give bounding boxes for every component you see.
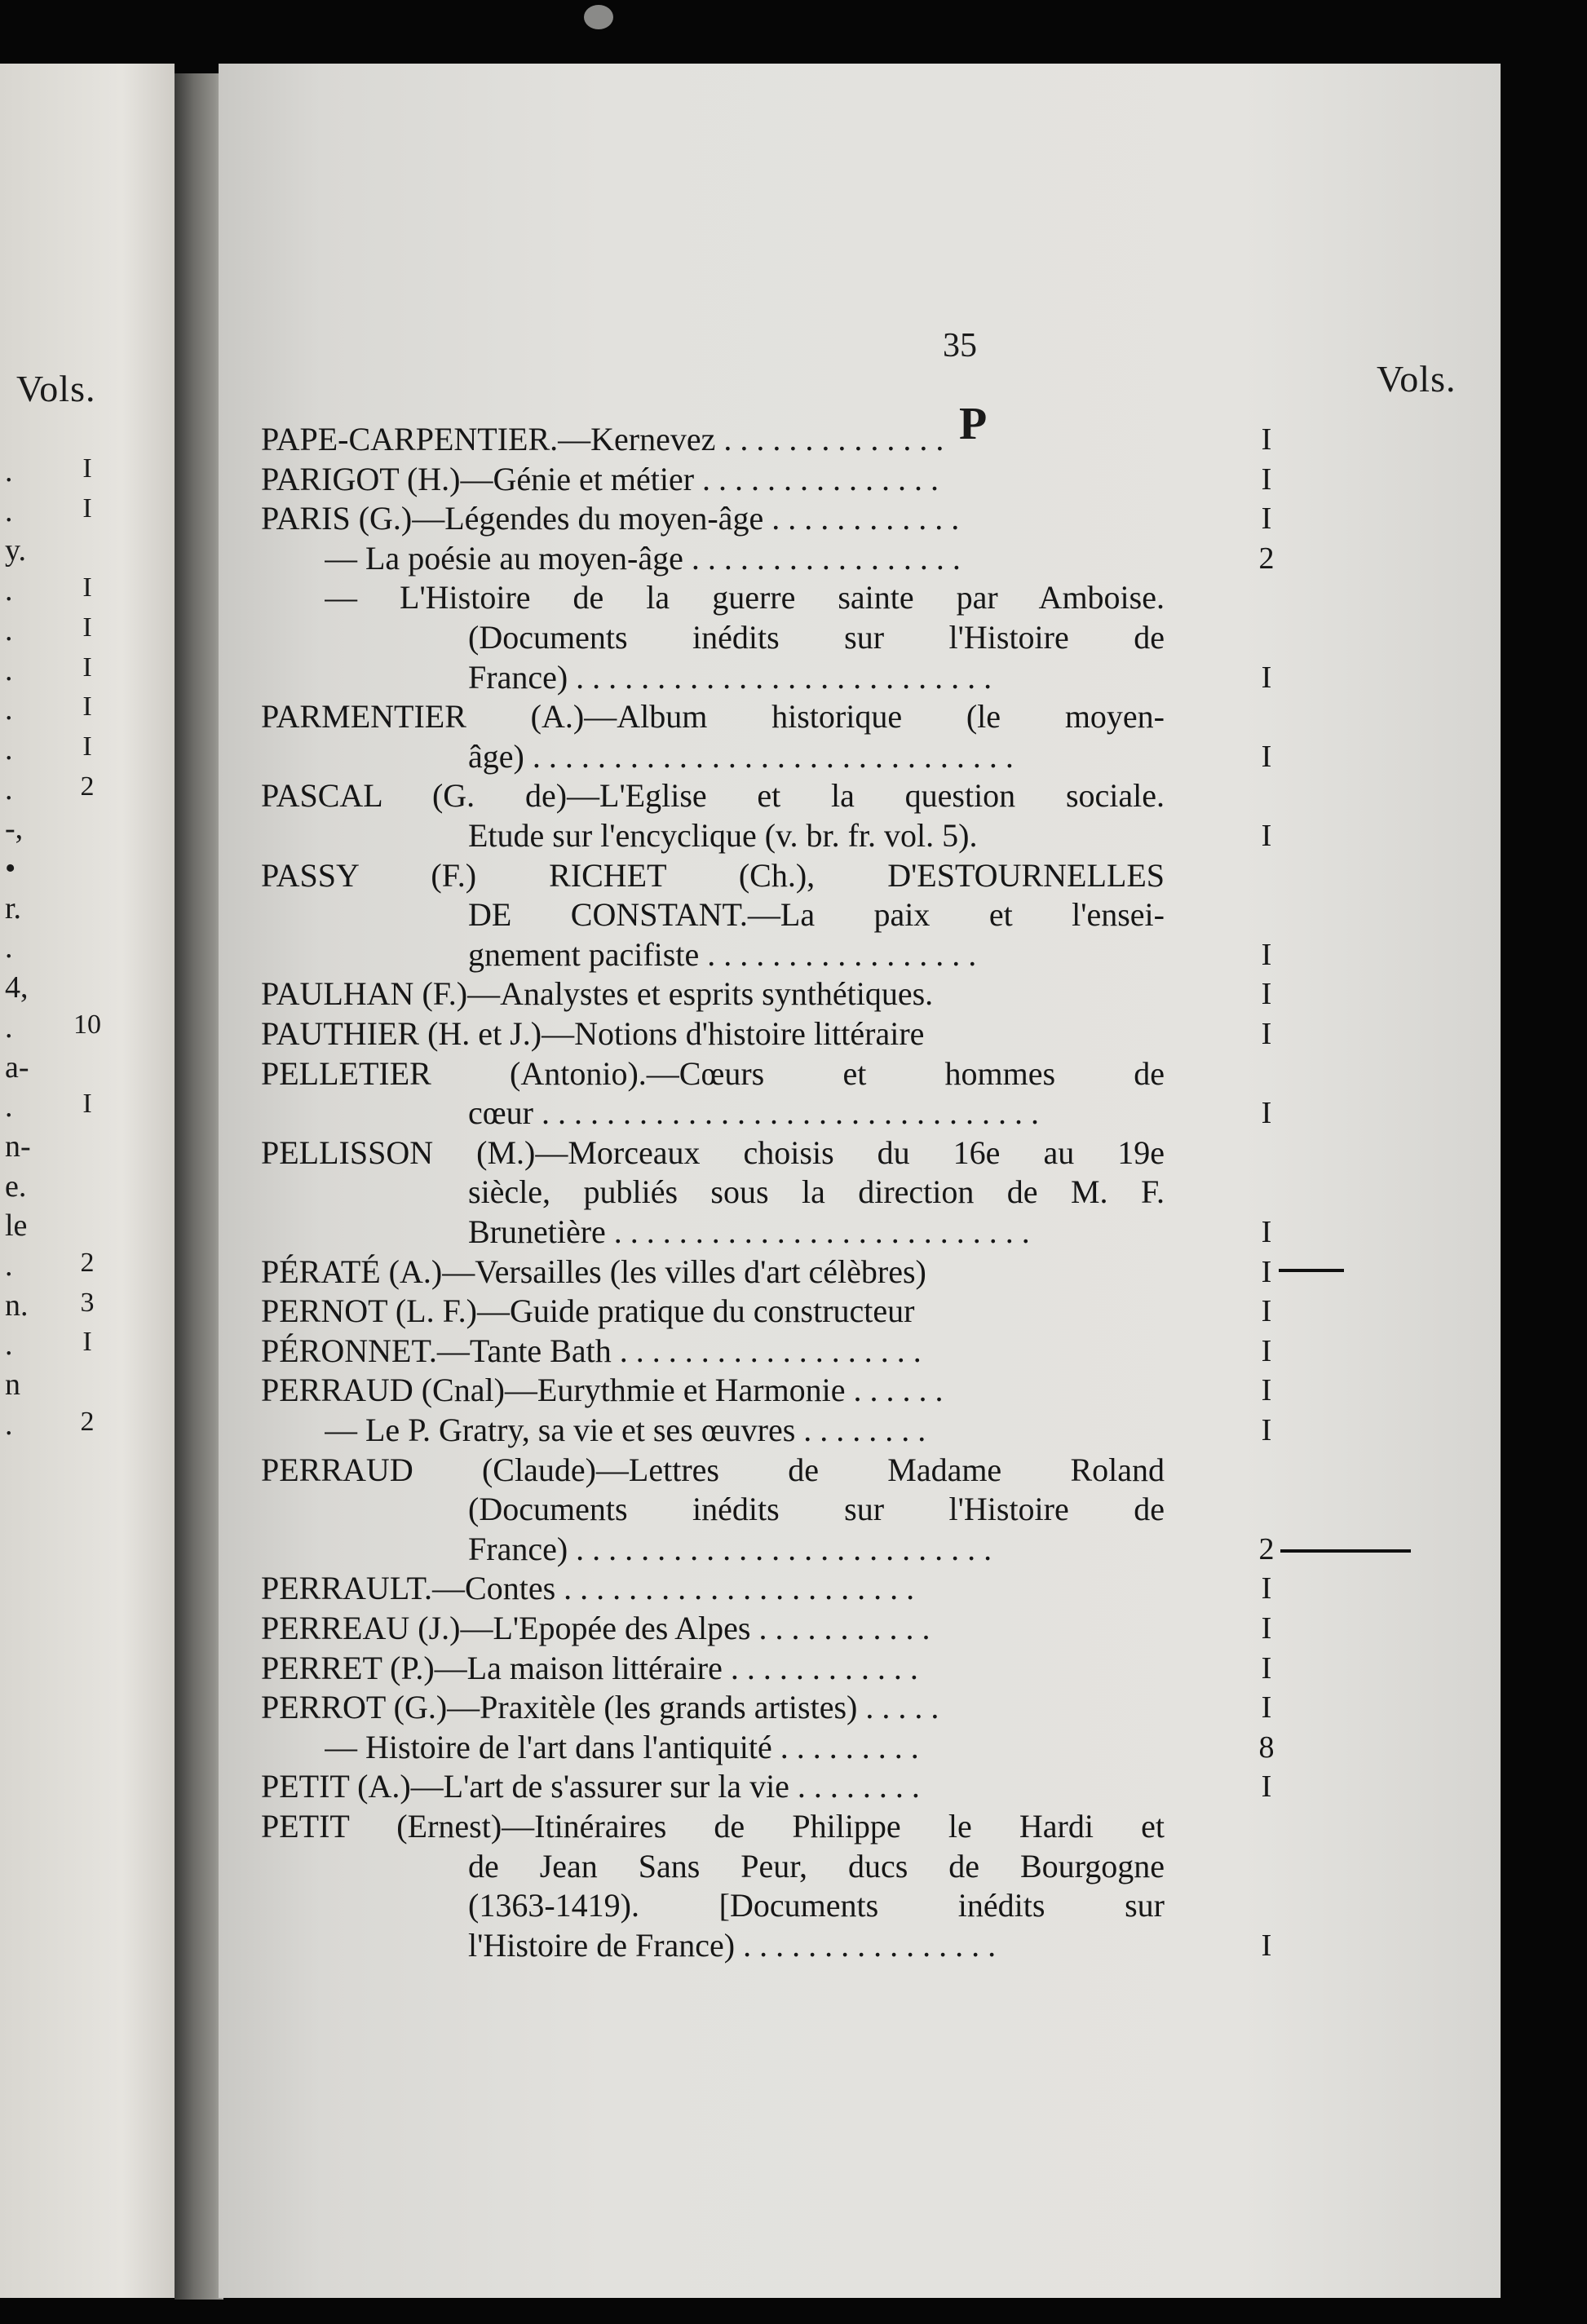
vols-column-header: Vols. [1377, 358, 1457, 400]
left-row-fragment: . [5, 454, 13, 488]
left-page-row [0, 930, 175, 969]
left-vols-header: Vols. [16, 368, 96, 409]
left-page-row [0, 453, 175, 493]
left-page-row [0, 1129, 175, 1168]
left-row-fragment: . [5, 613, 13, 647]
left-row-volume: 2 [80, 1248, 95, 1278]
left-row-volume: I [82, 612, 92, 643]
left-row-volume: 2 [80, 771, 95, 802]
left-row-fragment: . [5, 653, 13, 687]
left-page-row [0, 1010, 175, 1049]
entry-continuation-line: gnement pacifiste . . . . . . . . . . . . . . . . . [468, 936, 977, 973]
volume-count: I [1261, 1571, 1272, 1606]
left-facing-page [0, 64, 175, 2298]
left-page-row [0, 771, 175, 811]
left-row-volume: I [82, 691, 92, 722]
entry-continuation-line: (Documents inédits sur l'Histoire de [468, 1491, 1165, 1527]
entry-continuation-line: siècle, publiés sous la direction de M. F. [468, 1173, 1165, 1210]
entry-heading-line: PELLISSON (M.)—Morceaux choisis du 16e au 19e [261, 1134, 1165, 1171]
volume-count: I [1261, 977, 1272, 1011]
volume-count: I [1261, 819, 1272, 853]
left-row-fragment: a- [5, 1050, 29, 1085]
entry-heading-line: — Le P. Gratry, sa vie et ses œuvres . . . . . . . . [325, 1412, 926, 1448]
entry-heading-line: PARMENTIER (A.)—Album historique (le moyen- [261, 698, 1165, 735]
left-row-fragment: . [5, 1328, 13, 1362]
entry-heading-line: — L'Histoire de la guerre sainte par Amboise. [325, 579, 1165, 616]
entry-heading-line: PELLETIER (Antonio).—Cœurs et hommes de [261, 1055, 1165, 1092]
volume-count: I [1261, 1611, 1272, 1646]
volume-count: I [1261, 422, 1272, 457]
left-page-row [0, 612, 175, 652]
entry-continuation-line: France) . . . . . . . . . . . . . . . . . . . . . . . . . . [468, 1531, 992, 1567]
left-row-fragment: n [5, 1367, 20, 1402]
left-row-fragment: . [5, 1248, 13, 1283]
entry-continuation-line: (Documents inédits sur l'Histoire de [468, 619, 1165, 656]
entry-continuation-line: Etude sur l'encyclique (v. br. fr. vol. 5). [468, 817, 978, 854]
left-row-fragment: . [5, 494, 13, 528]
entry-continuation-line: DE CONSTANT.—La paix et l'ensei- [468, 896, 1165, 933]
main-page [219, 64, 1501, 2298]
left-page-row [0, 532, 175, 572]
entry-continuation-line: Brunetière . . . . . . . . . . . . . . . . . . . . . . . . . . [468, 1213, 1030, 1250]
left-page-row [0, 1327, 175, 1366]
volume-count: I [1261, 1690, 1272, 1725]
entry-heading-line: PASSY (F.) RICHET (Ch.), D'ESTOURNELLES [261, 857, 1165, 894]
page-number: 35 [943, 327, 977, 365]
left-row-fragment: . [5, 1089, 13, 1124]
entry-heading-line: PARIGOT (H.)—Génie et métier . . . . . . . . . . . . . . . [261, 461, 939, 497]
left-row-fragment: y. [5, 533, 27, 568]
volume-count: I [1261, 1770, 1272, 1804]
entry-continuation-line: (1363-1419). [Documents inédits sur [468, 1887, 1165, 1924]
left-page-row [0, 890, 175, 930]
entry-list [219, 64, 1501, 2298]
volume-count: I [1261, 740, 1272, 774]
margin-mark [1280, 1549, 1411, 1553]
book-gutter [175, 73, 223, 2300]
left-row-volume: I [82, 1089, 92, 1119]
volume-count: I [1261, 661, 1272, 695]
left-page-row [0, 731, 175, 771]
volume-count: I [1261, 1334, 1272, 1368]
volume-count: I [1261, 938, 1272, 972]
left-row-fragment: 4, [5, 970, 29, 1005]
entry-heading-line: PERROT (G.)—Praxitèle (les grands artistes) . . . . . [261, 1689, 939, 1725]
left-row-fragment: . [5, 1407, 13, 1442]
entry-heading-line: PETIT (Ernest)—Itinéraires de Philippe le Hardi et [261, 1808, 1165, 1845]
entry-heading-line: PETIT (A.)—L'art de s'assurer sur la vie . . . . . . . . [261, 1768, 920, 1805]
left-row-fragment: n. [5, 1288, 29, 1323]
left-row-volume: I [82, 652, 92, 683]
left-row-fragment: . [5, 1010, 13, 1045]
left-page-row [0, 1208, 175, 1247]
entry-heading-line: PÉRONNET.—Tante Bath . . . . . . . . . . . . . . . . . . . [261, 1332, 922, 1369]
volume-count: I [1261, 1651, 1272, 1686]
entry-heading-line: PASCAL (G. de)—L'Eglise et la question sociale. [261, 777, 1165, 814]
left-row-volume: I [82, 493, 92, 524]
left-page-row [0, 493, 175, 532]
left-row-fragment: r. [5, 891, 22, 926]
volume-count: I [1261, 1096, 1272, 1130]
left-row-volume: I [82, 572, 92, 603]
volume-count: 8 [1258, 1730, 1275, 1765]
entry-heading-line: PERREAU (J.)—L'Epopée des Alpes . . . . . . . . . . . [261, 1610, 931, 1646]
volume-count: I [1261, 1255, 1272, 1289]
volume-count: I [1261, 1294, 1272, 1328]
left-row-fragment: . [5, 930, 13, 965]
entry-heading-line: PARIS (G.)—Légendes du moyen-âge . . . . . . . . . . . . [261, 500, 960, 537]
entry-heading-line: PERRAUD (Cnal)—Eurythmie et Harmonie . . . . . . [261, 1372, 944, 1408]
left-page-row [0, 572, 175, 612]
left-page-row [0, 1049, 175, 1089]
entry-continuation-line: cœur . . . . . . . . . . . . . . . . . . . . . . . . . . . . . . . [468, 1094, 1039, 1131]
volume-count: I [1261, 1929, 1272, 1963]
left-row-fragment: . [5, 573, 13, 608]
left-row-volume: 10 [73, 1010, 101, 1040]
left-page-row [0, 1367, 175, 1406]
left-page-row [0, 652, 175, 691]
left-page-row [0, 970, 175, 1009]
entry-heading-line: PERRET (P.)—La maison littéraire . . . . . . . . . . . . [261, 1650, 918, 1686]
entry-heading-line: — La poésie au moyen-âge . . . . . . . . . . . . . . . . . [325, 540, 961, 577]
left-page-row [0, 691, 175, 731]
entry-heading-line: PERNOT (L. F.)—Guide pratique du constructeur [261, 1292, 915, 1329]
left-row-fragment: n- [5, 1129, 31, 1164]
left-row-volume: I [82, 453, 92, 484]
entry-heading-line: PAPE-CARPENTIER.—Kernevez . . . . . . . . . . . . . . [261, 421, 944, 457]
entry-continuation-line: l'Histoire de France) . . . . . . . . . . . . . . . . [468, 1927, 997, 1964]
left-page-row [0, 1248, 175, 1287]
entry-heading-line: — Histoire de l'art dans l'antiquité . . . . . . . . . [325, 1729, 919, 1765]
left-page-row [0, 1169, 175, 1208]
left-page-row [0, 811, 175, 850]
left-row-volume: 2 [80, 1407, 95, 1437]
left-row-fragment: . [5, 732, 13, 767]
left-row-fragment: . [5, 692, 13, 727]
left-page-row [0, 1089, 175, 1128]
volume-count: 2 [1258, 541, 1275, 576]
left-page-row [0, 851, 175, 890]
left-row-fragment: -, [5, 811, 24, 846]
entry-continuation-line: âge) . . . . . . . . . . . . . . . . . . . . . . . . . . . . . . [468, 738, 1014, 775]
volume-count: I [1261, 1017, 1272, 1051]
left-row-fragment: • [5, 851, 16, 886]
volume-count: I [1261, 1413, 1272, 1447]
volume-count: I [1261, 1373, 1272, 1407]
left-page-row [0, 1288, 175, 1327]
entry-heading-line: PÉRATÉ (A.)—Versailles (les villes d'art célèbres) [261, 1253, 926, 1290]
left-row-fragment: le [5, 1208, 28, 1243]
ink-blot [584, 5, 613, 29]
volume-count: I [1261, 501, 1272, 536]
section-letter: P [959, 399, 988, 449]
left-row-fragment: . [5, 772, 13, 806]
left-page-row [0, 1407, 175, 1446]
entry-heading-line: PAULHAN (F.)—Analystes et esprits synthétiques. [261, 975, 934, 1012]
left-row-fragment: e. [5, 1169, 27, 1204]
margin-mark [1279, 1269, 1344, 1272]
entry-heading-line: PAUTHIER (H. et J.)—Notions d'histoire littéraire [261, 1015, 925, 1052]
volume-count: I [1261, 1215, 1272, 1249]
volume-count: 2 [1258, 1532, 1275, 1566]
left-row-volume: I [82, 1327, 92, 1357]
left-row-volume: I [82, 731, 92, 762]
entry-continuation-line: France) . . . . . . . . . . . . . . . . . . . . . . . . . . [468, 659, 992, 696]
entry-heading-line: PERRAULT.—Contes . . . . . . . . . . . . . . . . . . . . . . [261, 1570, 915, 1606]
volume-count: I [1261, 462, 1272, 497]
entry-heading-line: PERRAUD (Claude)—Lettres de Madame Roland [261, 1451, 1165, 1488]
left-row-volume: 3 [80, 1288, 95, 1318]
entry-continuation-line: de Jean Sans Peur, ducs de Bourgogne [468, 1848, 1165, 1884]
